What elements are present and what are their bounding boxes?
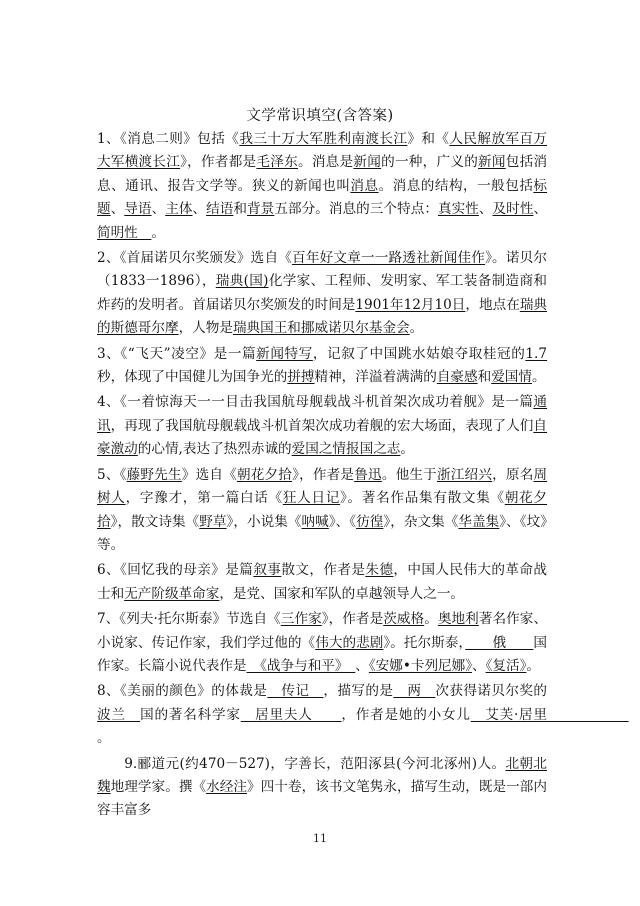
answer-blank: 主体 <box>165 201 193 218</box>
text-run: 》，小说集《 <box>226 513 302 530</box>
answer-blank: 居里夫人 <box>240 706 342 723</box>
text-run: ，作者是她的小女儿 <box>341 706 471 723</box>
text-run: 。他生于 <box>381 466 437 483</box>
text-run: 》和《 <box>407 131 450 147</box>
text-run: 》。著名作品集有散文集《 <box>340 490 505 507</box>
text-run: 》、《 <box>328 513 357 530</box>
text-run: ，人物是 <box>178 320 233 337</box>
text-run: 8、《美丽的颜色》的体裁是 <box>97 683 268 700</box>
text-run: 。 <box>97 730 111 747</box>
text-run: 。消息的结构，一般包括 <box>378 177 534 194</box>
answer-blank: 叙事 <box>253 562 282 579</box>
text-run: 的心情,表达了热烈赤诚的 <box>137 441 292 458</box>
answer-blank: 朱德 <box>365 562 394 579</box>
answer-blank: 伟大的悲剧 <box>315 634 384 651</box>
text-run: 散文，作者是 <box>281 562 366 579</box>
answer-blank: 瑞典国王和挪威诺贝尔基金会 <box>232 320 410 337</box>
paragraph-6 <box>97 559 547 606</box>
answer-blank: 瑞典的斯德哥尔摩 <box>97 296 548 337</box>
paragraph-8 <box>97 680 629 750</box>
answer-blank: 藤野先生 <box>126 466 182 483</box>
answer-blank: 俄 <box>465 634 534 651</box>
text-run: 。 <box>532 369 546 386</box>
text-run: 次获得诺贝尔奖的 <box>435 683 548 700</box>
page-title: 文学常识填空(含答案) <box>246 108 394 124</box>
text-run: 3、《“飞天”凌空》是一篇 <box>97 345 257 362</box>
text-run: ，中国人民伟大的革命战士和 <box>97 562 548 602</box>
answer-blank: 导语 <box>124 201 152 218</box>
answer-blank: 浙江绍兴 <box>436 466 493 483</box>
text-run: 包括消息、通讯、报告文学等。狭义的新闻也叫 <box>97 154 548 194</box>
answer-blank: 《战争与和平》 <box>246 657 356 674</box>
text-run: 》、《坟》等。 <box>97 513 548 553</box>
text-run: 、 <box>478 201 493 218</box>
text-run: 。 <box>400 441 414 458</box>
answer-blank: 奥地利 <box>437 611 479 628</box>
answer-blank: 爱国情 <box>491 369 532 386</box>
text-run: 国作家。长篇小说代表作是 <box>97 634 548 674</box>
paragraph-1 <box>97 128 547 245</box>
answer-blank: 拼搏 <box>287 369 315 386</box>
text-run: 》，散文诗集《 <box>110 513 200 530</box>
page-number: 11 <box>313 832 327 845</box>
answer-blank: 茨威格 <box>383 611 425 628</box>
text-run: 》，作者是 <box>321 611 384 628</box>
text-run: ，描写的是 <box>323 683 394 700</box>
answer-blank: 两 <box>393 683 436 700</box>
text-run: ，原名 <box>492 466 534 483</box>
text-run: 、 <box>533 201 548 218</box>
answer-blank: 简明性 <box>97 224 152 241</box>
text-run: 。消息是 <box>297 154 354 171</box>
text-run: 五部分。消息的三个特点： <box>274 201 438 218</box>
text-run: 秒，体现了中国健儿为国争光的 <box>97 369 288 386</box>
answer-blank: 新闻 <box>478 154 506 171</box>
answer-blank: 周树人 <box>97 466 548 507</box>
text-run: 。 <box>409 320 424 337</box>
answer-blank: 艾芙·居里 <box>470 706 629 723</box>
text-run: ，再现了我国航母舰载战斗机首架次成功着舰的宏大场面，表现了人们 <box>110 417 534 434</box>
paragraph-4 <box>97 391 547 461</box>
answer-blank: 狂人日记 <box>282 490 341 507</box>
text-run: 》，作者是 <box>292 466 355 483</box>
answer-blank: 自豪感 <box>436 369 478 386</box>
text-run: 1、《消息二则》包括《 <box>97 131 240 147</box>
text-run: 6、《回忆我的母亲》是篇 <box>97 562 254 579</box>
answer-blank: 爱国之情报国之志 <box>291 441 401 458</box>
paragraph-7 <box>97 608 547 678</box>
document-body <box>97 128 629 823</box>
answer-blank: 无产阶级革命家 <box>124 585 220 602</box>
answer-blank: 1901年12月10日 <box>355 296 466 313</box>
text-run: 、 <box>151 201 166 218</box>
answer-blank: 及时性 <box>492 201 534 218</box>
answer-blank: 华盖集 <box>458 513 500 530</box>
answer-blank: 《复活》 <box>485 657 527 674</box>
text-run: 著名作家、小说家、传记作家，我们学过他的《 <box>97 611 548 651</box>
answer-blank: 《安娜•卡列尼娜》 <box>368 657 473 674</box>
answer-blank: 瑞典(国) <box>215 273 269 290</box>
answer-blank: 水经注 <box>206 778 248 795</box>
text-run: 化学家、工程师、发明家、军工装备制造商和炸药的发明者。首届诺贝尔奖颁发的时间是 <box>97 273 548 313</box>
paragraph-2 <box>97 247 547 341</box>
text-run: 、 <box>355 657 369 674</box>
answer-blank: 北朝北魏 <box>97 755 548 795</box>
text-run: 精神，洋溢着满满的 <box>314 369 437 386</box>
text-run: 》。托尔斯泰， <box>383 634 466 651</box>
text-run: 2、《首届诺贝尔奖颁发》选自《 <box>97 250 293 267</box>
answer-blank: 朝花夕拾 <box>97 490 547 530</box>
answer-blank: 传记 <box>267 683 324 700</box>
text-run: 地理学家。撰《 <box>110 778 207 795</box>
text-run: 9.郦道元(约470－527)，字善长，范阳涿县(今河北涿州)人。 <box>124 755 506 772</box>
text-run: 5、《 <box>97 466 127 483</box>
text-run: ，记叙了中国跳水姑娘夺取桂冠的 <box>312 345 526 362</box>
answer-blank: 鲁迅 <box>354 466 382 483</box>
answer-blank: 背景 <box>247 201 275 218</box>
answer-blank: 波兰 <box>97 706 141 723</box>
text-run: 。 <box>151 224 165 241</box>
text-run: 、 <box>472 657 486 674</box>
text-run: 》四十卷，该书文笔隽永，描写生动，既是一部内容丰富多 <box>97 778 548 819</box>
text-run: 》，杂文集《 <box>383 513 459 530</box>
answer-blank: 彷徨 <box>356 513 384 530</box>
answer-blank: 1.7 <box>525 345 548 362</box>
answer-blank: 人民解放军百万大军横渡长江 <box>97 131 548 171</box>
answer-blank: 通讯 <box>97 394 547 434</box>
answer-blank: 消息 <box>350 177 379 194</box>
answer-blank: 野草 <box>199 513 227 530</box>
answer-blank: 我三十万大军胜利南渡长江 <box>239 131 408 147</box>
answer-blank: 标题 <box>97 177 548 218</box>
text-run: ，地点在 <box>465 296 520 313</box>
text-run: 。 <box>424 611 438 628</box>
text-run: 》。诺贝尔（1833一1896）， <box>97 250 547 290</box>
paragraph-5 <box>97 464 547 558</box>
answer-blank: 毛泽东 <box>256 154 298 171</box>
paragraph-9 <box>97 753 547 823</box>
text-run: 、 <box>110 201 125 218</box>
text-run: 国的著名科学家 <box>140 706 241 723</box>
paragraph-3 <box>97 343 547 390</box>
text-run: ，字豫才，第一篇白话《 <box>125 490 283 507</box>
text-run: 4、《一着惊海天一一目击我国航母舰载战斗机首架次成功着舰》是一篇 <box>97 394 534 411</box>
text-run: 和 <box>477 369 492 386</box>
answer-blank: 结语 <box>206 201 234 218</box>
answer-blank: 真实性 <box>437 201 479 218</box>
text-run: 》选自《 <box>181 466 237 483</box>
text-run: 。 <box>526 657 541 674</box>
answer-blank: 呐喊 <box>301 513 329 530</box>
answer-blank: 新闻 <box>353 154 382 171</box>
text-run: 的一种，广义的 <box>381 154 479 171</box>
text-run: 》，作者都是 <box>180 154 257 171</box>
answer-blank: 三作家 <box>280 611 322 628</box>
text-run: 7、《列夫·托尔斯泰》节选自《 <box>97 611 281 628</box>
text-run: 、 <box>192 201 207 218</box>
answer-blank: 百年好文章一一路透社新闻佳作 <box>292 250 486 267</box>
text-run: 和 <box>233 201 248 218</box>
text-run: ，是党、国家和军队的卓越领导人之一。 <box>219 585 465 602</box>
answer-blank: 新闻特写 <box>256 345 313 362</box>
answer-blank: 自豪激动 <box>97 417 548 458</box>
answer-blank: 朝花夕拾 <box>236 466 293 483</box>
